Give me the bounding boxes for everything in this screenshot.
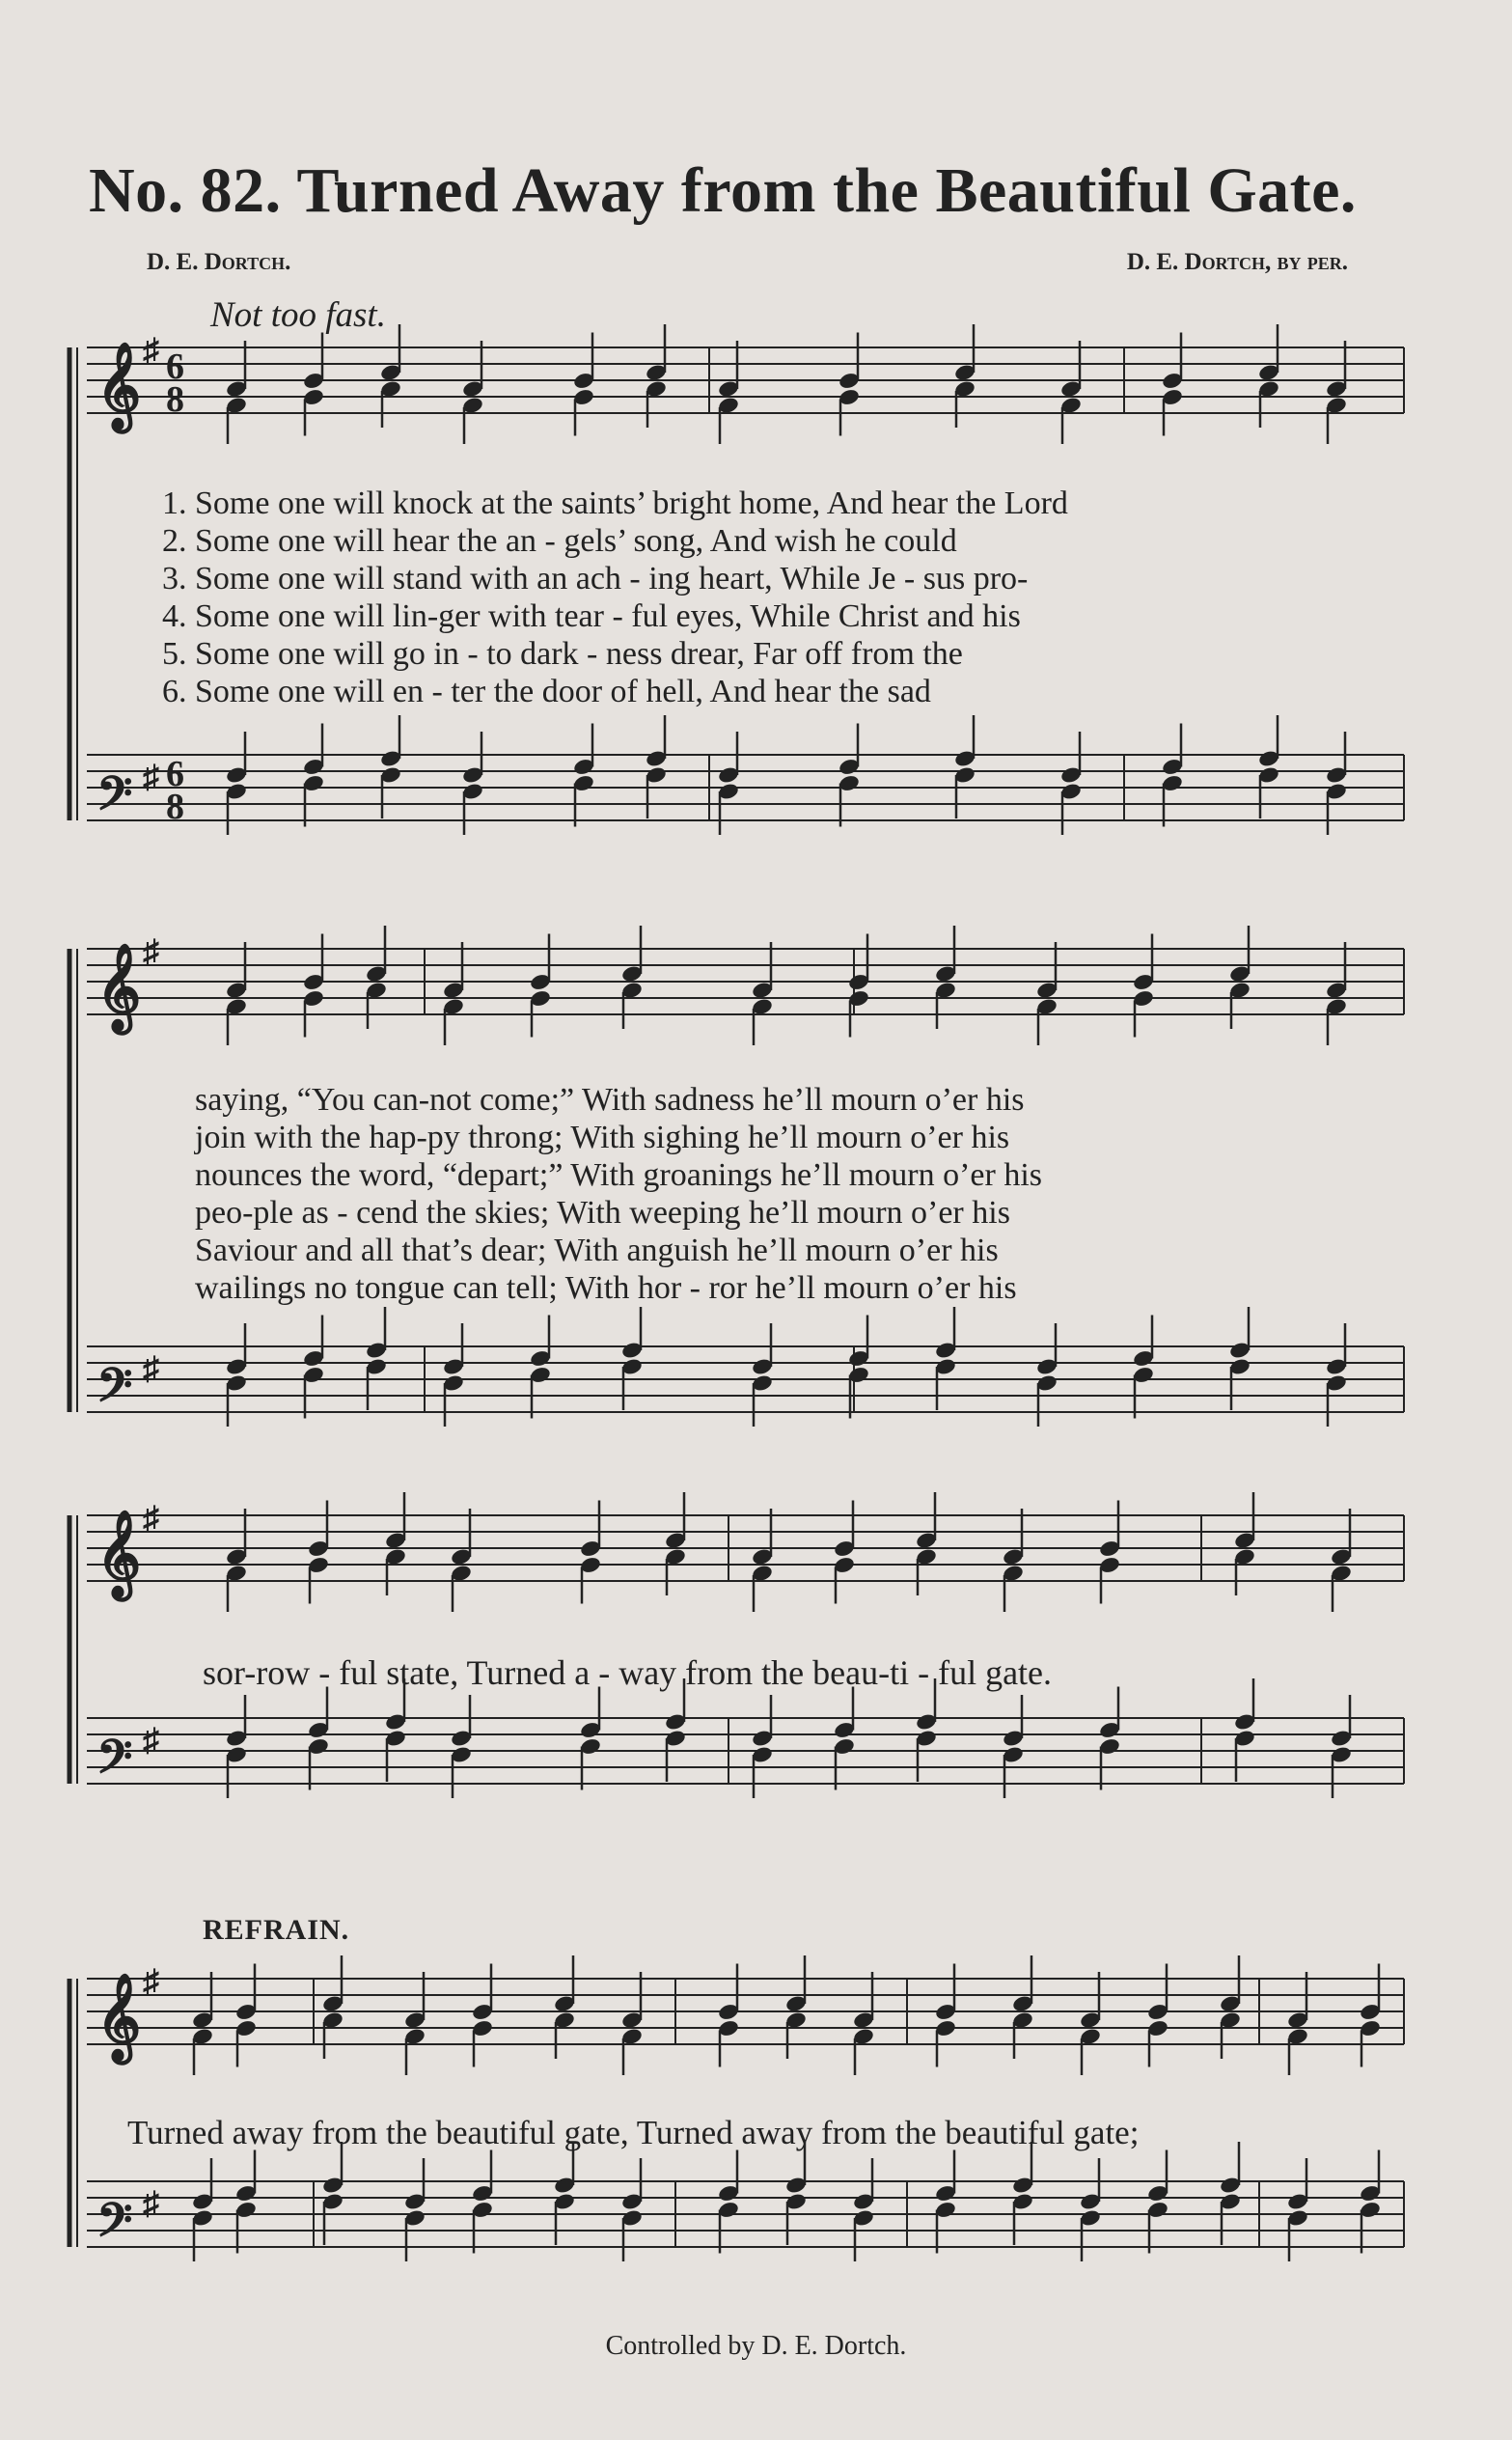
verse-line: 4. Some one will lin-ger with tear - ful eyes, While Christ and his	[162, 598, 1021, 634]
refrain-lyric: Turned away from the beautiful gate, Turned away from the beautiful gate;	[127, 2114, 1140, 2151]
treble-clef-icon: 𝄞	[96, 1511, 142, 1595]
tempo-marking: Not too fast.	[210, 295, 386, 335]
verse-line: 3. Some one will stand with an ach - ing heart, While Je - sus pro-	[162, 561, 1029, 596]
refrain-label: REFRAIN.	[203, 1914, 350, 1946]
time-signature-bottom: 8	[166, 379, 184, 420]
key-signature-sharp-icon: ♯	[143, 333, 159, 369]
verse-line: wailings no tongue can tell; With hor - ror he’ll mourn o’er his	[195, 1270, 1017, 1306]
key-signature-sharp-icon: ♯	[143, 760, 159, 795]
time-signature-top: 6	[166, 754, 184, 794]
verse-line: 2. Some one will hear the an - gels’ song, And wish he could	[162, 523, 957, 559]
verse-line: saying, “You can-not come;” With sadness he’ll mourn o’er his	[195, 1082, 1025, 1118]
verse-line: peo-ple as - cend the skies; With weeping he’ll mourn o’er his	[195, 1195, 1010, 1231]
bass-clef-icon: 𝄢	[96, 1360, 133, 1423]
treble-clef-icon: 𝄞	[96, 1975, 142, 2059]
verse-line: 6. Some one will en - ter the door of hell, And hear the sad	[162, 674, 931, 709]
key-signature-sharp-icon: ♯	[143, 2186, 159, 2222]
verses-system-1	[162, 485, 1068, 710]
verse-line: Saviour and all that’s dear; With anguish he’ll mourn o’er his	[195, 1233, 999, 1268]
bass-clef-icon: 𝄢	[96, 2195, 133, 2258]
verses-system-2	[195, 1081, 1042, 1307]
key-signature-sharp-icon: ♯	[143, 1723, 159, 1759]
verse-line: nounces the word, “depart;” With groanings he’ll mourn o’er his	[195, 1157, 1042, 1193]
hymn-title: No. 82. Turned Away from the Beautiful Gate.	[89, 155, 1357, 226]
verse-line: join with the hap-py throng; With sighing he’ll mourn o’er his	[195, 1120, 1010, 1155]
key-signature-sharp-icon: ♯	[143, 1964, 159, 2000]
key-signature-sharp-icon: ♯	[143, 934, 159, 970]
bass-clef-icon: 𝄢	[96, 1732, 133, 1794]
verse-line: 1. Some one will knock at the saints’ bright home, And hear the Lord	[162, 485, 1068, 521]
time-signature-bottom: 8	[166, 787, 184, 827]
key-signature-sharp-icon: ♯	[143, 1351, 159, 1387]
treble-clef-icon: 𝄞	[96, 344, 142, 428]
time-signature-top: 6	[166, 347, 184, 387]
system-3-lyric: sor-row - ful state, Turned a - way from the beau-ti - ful gate.	[203, 1653, 1053, 1692]
treble-clef-icon: 𝄞	[96, 945, 142, 1029]
bass-clef-icon: 𝄢	[96, 768, 133, 831]
key-signature-sharp-icon: ♯	[143, 1501, 159, 1537]
verse-line: 5. Some one will go in - to dark - ness drear, Far off from the	[162, 636, 963, 672]
arranger-credit: D. E. Dortch, by per.	[1126, 249, 1348, 275]
composer-credit: D. E. Dortch.	[147, 249, 291, 275]
footer-credit: Controlled by D. E. Dortch.	[605, 2331, 907, 2361]
